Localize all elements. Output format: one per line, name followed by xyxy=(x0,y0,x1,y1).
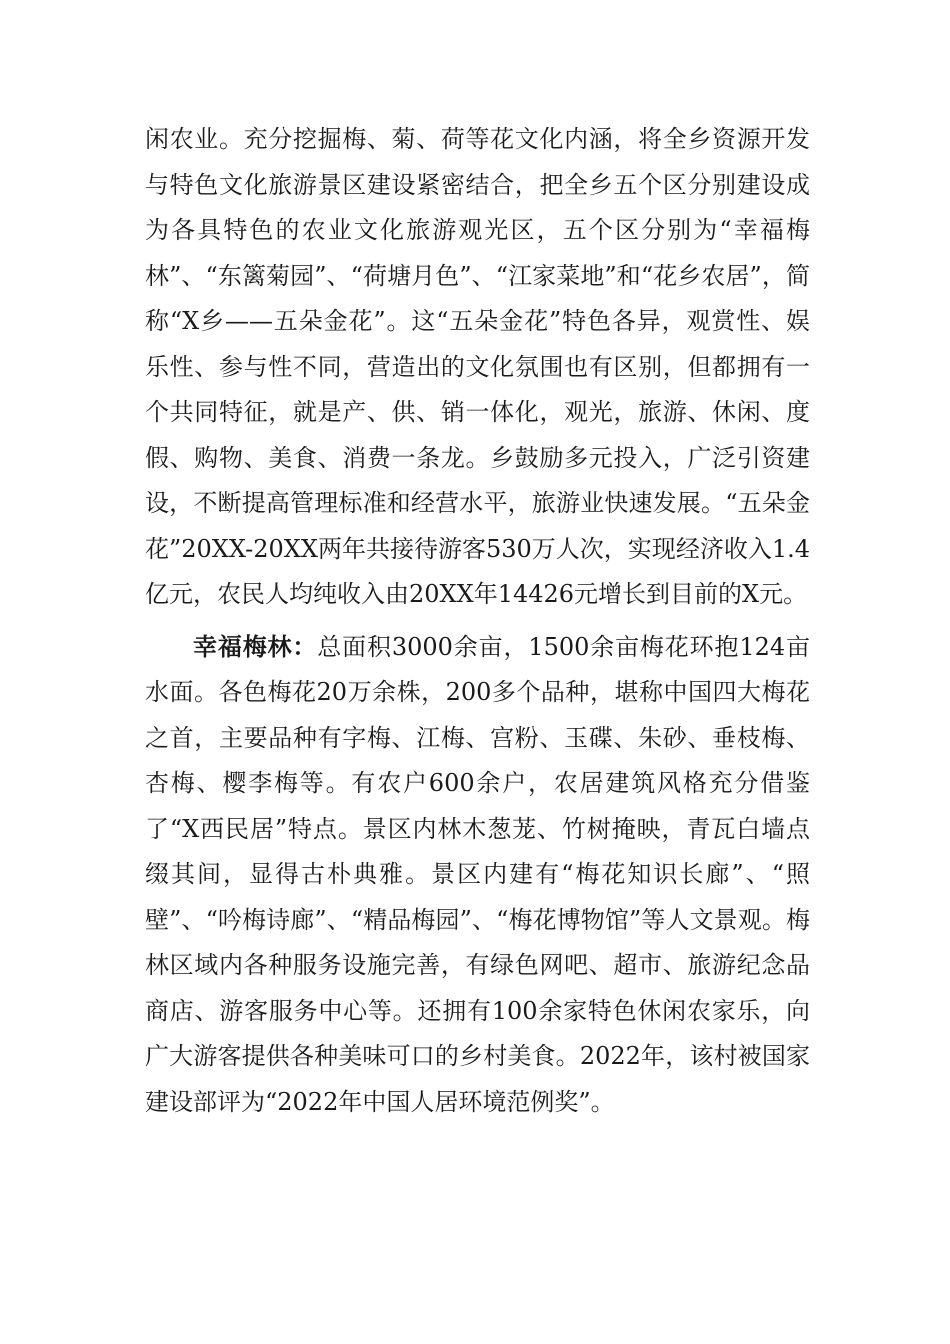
paragraph-text: 总面积3000余亩，1500余亩梅花环抱124亩水面。各色梅花20万余株，200多个品种，堪称中国四大梅花之首，主要品种有字梅、江梅、宫粉、玉碟、朱砂、垂枝梅、杏梅、樱李梅等。有农户600余户，农居建筑风格充分借鉴了“X西民居”特点。景区内林木葱茏、竹树掩映，青瓦白墙点缀其间，显得古朴典雅。景区内建有“梅花知识长廊”、“照壁”、“吟梅诗廊”、“精品梅园”、“梅花博物馆”等人文景观。梅林区域内各种服务设施完善，有绿色网吧、超市、旅游纪念品商店、游客服务中心等。还拥有100余家特色休闲农家乐，向广大游客提供各种美味可口的乡村美食。2022年，该村被国家建设部评为“2022年中国人居环境范例奖”。 xyxy=(145,632,811,1116)
paragraph-lead-heading: 幸福梅林： xyxy=(193,631,318,661)
paragraph-xingfu-meilin xyxy=(145,624,810,1126)
document-body xyxy=(145,117,810,1125)
paragraph-continuation xyxy=(145,117,810,618)
paragraph-text: 闲农业。充分挖掘梅、菊、荷等花文化内涵，将全乡资源开发与特色文化旅游景区建设紧密结合，把全乡五个区分别建设成为各具特色的农业文化旅游观光区，五个区分别为“幸福梅林”、“东篱菊园”、“荷塘月色”、“江家菜地”和“花乡农居”，简称“X乡——五朵金花”。这“五朵金花”特色各异，观赏性、娱乐性、参与性不同，营造出的文化氛围也有区别，但都拥有一个共同特征，就是产、供、销一体化，观光，旅游、休闲、度假、购物、美食、消费一条龙。乡鼓励多元投入，广泛引资建设，不断提高管理标准和经营水平，旅游业快速发展。“五朵金花”20XX-20XX两年共接待游客530万人次，实现经济收入1.4亿元，农民人均纯收入由20XX年14426元增长到目前的X元。 xyxy=(145,125,810,608)
